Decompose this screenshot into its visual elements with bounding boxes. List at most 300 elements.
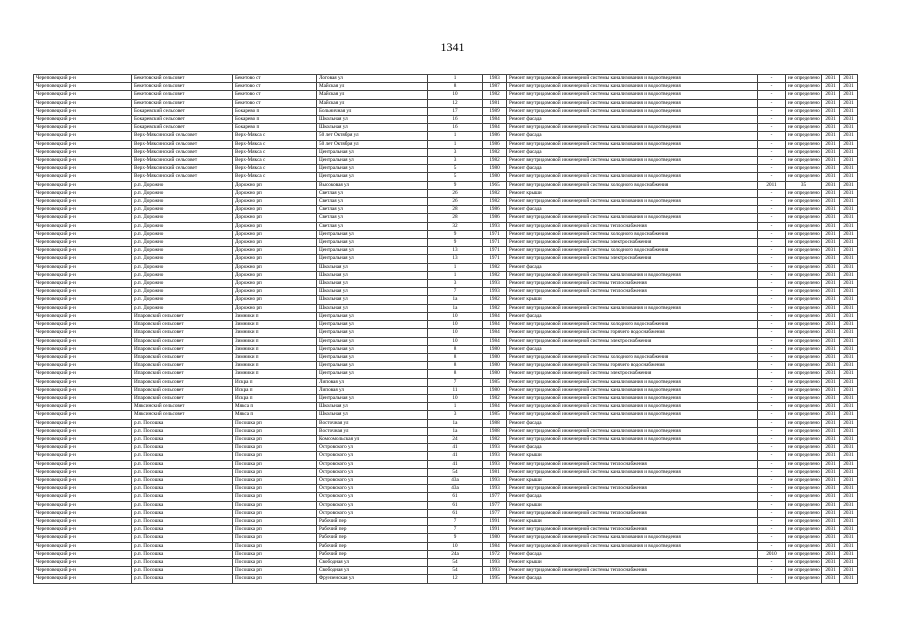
district-cell: Череповецкий р-н [34, 345, 132, 353]
last-repair-year-cell: - [758, 345, 786, 353]
street-cell: 50 лет Октября ул [317, 132, 428, 140]
street-cell: Центральная ул [317, 321, 428, 329]
start-year-cell: 2031 [822, 526, 840, 534]
wear-cell: не определено [786, 116, 822, 124]
table-row [34, 444, 858, 452]
last-repair-year-cell: - [758, 534, 786, 542]
district-cell: Череповецкий р-н [34, 296, 132, 304]
district-cell: Череповецкий р-н [34, 140, 132, 148]
street-cell: Школьная ул [317, 403, 428, 411]
street-cell: Рабочий пер [317, 526, 428, 534]
district-cell: Череповецкий р-н [34, 394, 132, 402]
settlement-cell: Бекетовский сельсовет [132, 75, 233, 83]
table-row [34, 353, 858, 361]
build-year-cell: 1984 [483, 124, 507, 132]
end-year-cell: 2031 [840, 370, 858, 378]
build-year-cell: 1986 [483, 214, 507, 222]
district-cell: Череповецкий р-н [34, 362, 132, 370]
street-cell: Майская ул [317, 99, 428, 107]
settlement-cell: р.п. Посошка [132, 435, 233, 443]
settlement-cell: р.п. Посошка [132, 485, 233, 493]
locality-cell: Посошка рп [233, 427, 317, 435]
start-year-cell: 2031 [822, 214, 840, 222]
end-year-cell: 2031 [840, 124, 858, 132]
locality-cell: Посошка рп [233, 501, 317, 509]
house-number-cell: 1 [428, 140, 483, 148]
end-year-cell: 2031 [840, 321, 858, 329]
table-row [34, 165, 858, 173]
table-row [34, 509, 858, 517]
settlement-cell: р.п. Посошка [132, 575, 233, 583]
locality-cell: Посошка рп [233, 460, 317, 468]
house-number-cell: 41 [428, 452, 483, 460]
wear-cell: не определено [786, 132, 822, 140]
settlement-cell: Ипаровский сельсовет [132, 321, 233, 329]
locality-cell: Дорожно рп [233, 206, 317, 214]
wear-cell: не определено [786, 517, 822, 525]
end-year-cell: 2031 [840, 189, 858, 197]
build-year-cell: 1993 [483, 222, 507, 230]
house-number-cell: 12 [428, 99, 483, 107]
wear-cell: не определено [786, 452, 822, 460]
table-row [34, 468, 858, 476]
street-cell: Центральная ул [317, 157, 428, 165]
locality-cell: Верх-Мякса с [233, 148, 317, 156]
street-cell: Рабочий пер [317, 534, 428, 542]
district-cell: Череповецкий р-н [34, 370, 132, 378]
wear-cell: не определено [786, 501, 822, 509]
work-type-cell: Ремонт фасада [507, 165, 758, 173]
locality-cell: Посошка рп [233, 517, 317, 525]
locality-cell: Посошка рп [233, 567, 317, 575]
locality-cell: Дорожно рп [233, 198, 317, 206]
work-type-cell: Ремонт внутридомовой инженерной системы холодного водоснабжения [507, 353, 758, 361]
start-year-cell: 2031 [822, 304, 840, 312]
end-year-cell: 2031 [840, 476, 858, 484]
locality-cell: Дорожно рп [233, 247, 317, 255]
table-row [34, 345, 858, 353]
work-type-cell: Ремонт внутридомовой инженерной системы канализования и водоотведения [507, 99, 758, 107]
district-cell: Череповецкий р-н [34, 288, 132, 296]
table-row [34, 312, 858, 320]
table-row [34, 501, 858, 509]
street-cell: Школьная ул [317, 280, 428, 288]
start-year-cell: 2031 [822, 107, 840, 115]
house-number-cell: 1а [428, 296, 483, 304]
work-type-cell: Ремонт внутридомовой инженерной системы теплоснабжения [507, 460, 758, 468]
start-year-cell: 2031 [822, 394, 840, 402]
wear-cell: не определено [786, 271, 822, 279]
start-year-cell: 2031 [822, 411, 840, 419]
house-number-cell: 12 [428, 575, 483, 583]
work-type-cell: Ремонт фасада [507, 444, 758, 452]
build-year-cell: 1991 [483, 517, 507, 525]
district-cell: Череповецкий р-н [34, 271, 132, 279]
build-year-cell: 1971 [483, 255, 507, 263]
start-year-cell: 2031 [822, 558, 840, 566]
house-number-cell: 54 [428, 558, 483, 566]
table-row [34, 280, 858, 288]
start-year-cell: 2031 [822, 517, 840, 525]
end-year-cell: 2031 [840, 386, 858, 394]
table-row [34, 550, 858, 558]
end-year-cell: 2031 [840, 214, 858, 222]
wear-cell: не определено [786, 485, 822, 493]
locality-cell: Дорожно рп [233, 280, 317, 288]
settlement-cell: р.п. Посошка [132, 501, 233, 509]
end-year-cell: 2031 [840, 345, 858, 353]
street-cell: Центральная ул [317, 370, 428, 378]
build-year-cell: 1982 [483, 157, 507, 165]
locality-cell: Зимники п [233, 312, 317, 320]
table-row [34, 567, 858, 575]
end-year-cell: 2031 [840, 427, 858, 435]
work-type-cell: Ремонт внутридомовой инженерной системы канализования и водоотведения [507, 140, 758, 148]
start-year-cell: 2031 [822, 75, 840, 83]
house-number-cell: 10 [428, 312, 483, 320]
district-cell: Череповецкий р-н [34, 181, 132, 189]
work-type-cell: Ремонт внутридомовой инженерной системы канализования и водоотведения [507, 542, 758, 550]
table-row [34, 75, 858, 83]
last-repair-year-cell: - [758, 157, 786, 165]
house-number-cell: 1 [428, 75, 483, 83]
street-cell: Центральная ул [317, 362, 428, 370]
wear-cell: не определено [786, 206, 822, 214]
wear-cell: не определено [786, 247, 822, 255]
last-repair-year-cell: 2010 [758, 550, 786, 558]
work-type-cell: Ремонт внутридомовой инженерной системы канализования и водоотведения [507, 378, 758, 386]
house-number-cell: 1 [428, 263, 483, 271]
table-row [34, 255, 858, 263]
wear-cell: не определено [786, 509, 822, 517]
end-year-cell: 2031 [840, 230, 858, 238]
street-cell: Липовая ул [317, 378, 428, 386]
district-cell: Череповецкий р-н [34, 427, 132, 435]
build-year-cell: 1993 [483, 567, 507, 575]
table-row [34, 288, 858, 296]
build-year-cell: 1986 [483, 140, 507, 148]
settlement-cell: Ипаровский сельсовет [132, 370, 233, 378]
work-type-cell: Ремонт крыши [507, 296, 758, 304]
district-cell: Череповецкий р-н [34, 247, 132, 255]
build-year-cell: 1980 [483, 370, 507, 378]
wear-cell: не определено [786, 460, 822, 468]
build-year-cell: 1988 [483, 427, 507, 435]
start-year-cell: 2031 [822, 148, 840, 156]
table-row [34, 403, 858, 411]
end-year-cell: 2031 [840, 222, 858, 230]
wear-cell: не определено [786, 280, 822, 288]
street-cell: Фрунзенская ул [317, 575, 428, 583]
street-cell: Островского ул [317, 485, 428, 493]
house-number-cell: 41 [428, 460, 483, 468]
settlement-cell: Ипаровский сельсовет [132, 329, 233, 337]
wear-cell: не определено [786, 378, 822, 386]
house-number-cell: 61 [428, 501, 483, 509]
settlement-cell: Ипаровский сельсовет [132, 386, 233, 394]
table-row [34, 460, 858, 468]
last-repair-year-cell: - [758, 198, 786, 206]
work-type-cell: Ремонт фасада [507, 345, 758, 353]
street-cell: Центральная ул [317, 353, 428, 361]
settlement-cell: Бокаревский сельсовет [132, 124, 233, 132]
start-year-cell: 2031 [822, 337, 840, 345]
wear-cell: не определено [786, 214, 822, 222]
start-year-cell: 2031 [822, 542, 840, 550]
build-year-cell: 1982 [483, 304, 507, 312]
end-year-cell: 2031 [840, 107, 858, 115]
last-repair-year-cell: - [758, 173, 786, 181]
locality-cell: Верх-Мякса с [233, 165, 317, 173]
house-number-cell: 1а [428, 427, 483, 435]
wear-cell: не определено [786, 304, 822, 312]
build-year-cell: 1982 [483, 189, 507, 197]
district-cell: Череповецкий р-н [34, 452, 132, 460]
settlement-cell: Ипаровский сельсовет [132, 312, 233, 320]
district-cell: Череповецкий р-н [34, 329, 132, 337]
start-year-cell: 2031 [822, 189, 840, 197]
work-type-cell: Ремонт фасада [507, 312, 758, 320]
house-number-cell: 54 [428, 468, 483, 476]
build-year-cell: 1984 [483, 321, 507, 329]
start-year-cell: 2031 [822, 378, 840, 386]
last-repair-year-cell: - [758, 370, 786, 378]
house-number-cell: 17 [428, 107, 483, 115]
wear-cell: не определено [786, 394, 822, 402]
start-year-cell: 2031 [822, 230, 840, 238]
locality-cell: Дорожно рп [233, 222, 317, 230]
settlement-cell: р.п. Посошка [132, 452, 233, 460]
table-row [34, 534, 858, 542]
street-cell: Центральная ул [317, 255, 428, 263]
work-type-cell: Ремонт внутридомовой инженерной системы канализования и водоотведения [507, 386, 758, 394]
capital-repair-register-table [33, 74, 858, 584]
street-cell: Восточная ул [317, 419, 428, 427]
build-year-cell: 1993 [483, 452, 507, 460]
work-type-cell: Ремонт внутридомовой инженерной системы канализования и водоотведения [507, 403, 758, 411]
district-cell: Череповецкий р-н [34, 575, 132, 583]
district-cell: Череповецкий р-н [34, 148, 132, 156]
district-cell: Череповецкий р-н [34, 542, 132, 550]
start-year-cell: 2031 [822, 427, 840, 435]
wear-cell: не определено [786, 329, 822, 337]
end-year-cell: 2031 [840, 567, 858, 575]
settlement-cell: р.п. Дорожно [132, 255, 233, 263]
last-repair-year-cell: - [758, 222, 786, 230]
table-row [34, 124, 858, 132]
house-number-cell: 5 [428, 173, 483, 181]
last-repair-year-cell: - [758, 558, 786, 566]
street-cell: Центральная ул [317, 148, 428, 156]
start-year-cell: 2031 [822, 509, 840, 517]
locality-cell: Посошка рп [233, 509, 317, 517]
wear-cell: не определено [786, 526, 822, 534]
settlement-cell: Верх-Мяксинский сельсовет [132, 157, 233, 165]
settlement-cell: Верх-Мяксинский сельсовет [132, 140, 233, 148]
locality-cell: Дорожно рп [233, 189, 317, 197]
street-cell: Центральная ул [317, 173, 428, 181]
start-year-cell: 2031 [822, 419, 840, 427]
district-cell: Череповецкий р-н [34, 304, 132, 312]
start-year-cell: 2031 [822, 329, 840, 337]
settlement-cell: р.п. Посошка [132, 550, 233, 558]
start-year-cell: 2031 [822, 567, 840, 575]
end-year-cell: 2031 [840, 181, 858, 189]
house-number-cell: 16 [428, 124, 483, 132]
start-year-cell: 2031 [822, 370, 840, 378]
wear-cell: не определено [786, 91, 822, 99]
start-year-cell: 2031 [822, 206, 840, 214]
table-row [34, 189, 858, 197]
wear-cell: не определено [786, 337, 822, 345]
locality-cell: Искра п [233, 394, 317, 402]
end-year-cell: 2031 [840, 575, 858, 583]
locality-cell: Верх-Мякса с [233, 132, 317, 140]
build-year-cell: 1984 [483, 116, 507, 124]
end-year-cell: 2031 [840, 312, 858, 320]
house-number-cell: 1 [428, 271, 483, 279]
wear-cell: не определено [786, 476, 822, 484]
street-cell: Светлая ул [317, 222, 428, 230]
district-cell: Череповецкий р-н [34, 485, 132, 493]
street-cell: Светлая ул [317, 206, 428, 214]
settlement-cell: р.п. Посошка [132, 493, 233, 501]
last-repair-year-cell: - [758, 411, 786, 419]
house-number-cell: 32 [428, 222, 483, 230]
house-number-cell: 1а [428, 419, 483, 427]
wear-cell: не определено [786, 157, 822, 165]
locality-cell: Посошка рп [233, 435, 317, 443]
table-row [34, 230, 858, 238]
locality-cell: Мякса п [233, 403, 317, 411]
end-year-cell: 2031 [840, 419, 858, 427]
house-number-cell: 3 [428, 280, 483, 288]
start-year-cell: 2031 [822, 140, 840, 148]
work-type-cell: Ремонт фасада [507, 575, 758, 583]
table-row [34, 386, 858, 394]
locality-cell: Посошка рп [233, 493, 317, 501]
start-year-cell: 2031 [822, 550, 840, 558]
locality-cell: Дорожно рп [233, 239, 317, 247]
work-type-cell: Ремонт фасада [507, 206, 758, 214]
settlement-cell: р.п. Дорожно [132, 214, 233, 222]
settlement-cell: р.п. Дорожно [132, 189, 233, 197]
house-number-cell: 3 [428, 157, 483, 165]
house-number-cell: 9 [428, 239, 483, 247]
start-year-cell: 2031 [822, 255, 840, 263]
build-year-cell: 1971 [483, 247, 507, 255]
settlement-cell: р.п. Посошка [132, 567, 233, 575]
street-cell: Больничная ул [317, 107, 428, 115]
last-repair-year-cell: - [758, 542, 786, 550]
wear-cell: не определено [786, 411, 822, 419]
build-year-cell: 1980 [483, 345, 507, 353]
end-year-cell: 2031 [840, 517, 858, 525]
house-number-cell: 54 [428, 567, 483, 575]
locality-cell: Бекетово ст [233, 99, 317, 107]
last-repair-year-cell: - [758, 132, 786, 140]
start-year-cell: 2031 [822, 116, 840, 124]
start-year-cell: 2031 [822, 321, 840, 329]
district-cell: Череповецкий р-н [34, 378, 132, 386]
last-repair-year-cell: - [758, 271, 786, 279]
work-type-cell: Ремонт фасада [507, 493, 758, 501]
work-type-cell: Ремонт фасада [507, 116, 758, 124]
end-year-cell: 2031 [840, 165, 858, 173]
end-year-cell: 2031 [840, 378, 858, 386]
work-type-cell: Ремонт внутридомовой инженерной системы канализования и водоотведения [507, 91, 758, 99]
house-number-cell: 9 [428, 181, 483, 189]
settlement-cell: р.п. Дорожно [132, 288, 233, 296]
work-type-cell: Ремонт фасада [507, 419, 758, 427]
end-year-cell: 2031 [840, 296, 858, 304]
wear-cell: не определено [786, 575, 822, 583]
locality-cell: Бекетово ст [233, 83, 317, 91]
house-number-cell: 43а [428, 485, 483, 493]
table-row [34, 206, 858, 214]
wear-cell: не определено [786, 288, 822, 296]
district-cell: Череповецкий р-н [34, 419, 132, 427]
last-repair-year-cell: - [758, 386, 786, 394]
district-cell: Череповецкий р-н [34, 353, 132, 361]
start-year-cell: 2031 [822, 386, 840, 394]
last-repair-year-cell: - [758, 419, 786, 427]
district-cell: Череповецкий р-н [34, 321, 132, 329]
wear-cell: не определено [786, 263, 822, 271]
settlement-cell: р.п. Посошка [132, 444, 233, 452]
end-year-cell: 2031 [840, 255, 858, 263]
locality-cell: Бекетово ст [233, 75, 317, 83]
wear-cell: не определено [786, 353, 822, 361]
last-repair-year-cell: - [758, 288, 786, 296]
work-type-cell: Ремонт внутридомовой инженерной системы холодного водоснабжения [507, 321, 758, 329]
table-row [34, 435, 858, 443]
house-number-cell: 61 [428, 509, 483, 517]
locality-cell: Посошка рп [233, 485, 317, 493]
locality-cell: Дорожно рп [233, 263, 317, 271]
last-repair-year-cell: 2011 [758, 181, 786, 189]
street-cell: Центральная ул [317, 230, 428, 238]
end-year-cell: 2031 [840, 460, 858, 468]
street-cell: Рабочий пер [317, 542, 428, 550]
settlement-cell: Ипаровский сельсовет [132, 362, 233, 370]
last-repair-year-cell: - [758, 255, 786, 263]
work-type-cell: Ремонт крыши [507, 558, 758, 566]
settlement-cell: р.п. Посошка [132, 517, 233, 525]
wear-cell: не определено [786, 345, 822, 353]
district-cell: Череповецкий р-н [34, 312, 132, 320]
last-repair-year-cell: - [758, 116, 786, 124]
end-year-cell: 2031 [840, 132, 858, 140]
table-row [34, 362, 858, 370]
last-repair-year-cell: - [758, 304, 786, 312]
locality-cell: Бокарево п [233, 107, 317, 115]
start-year-cell: 2031 [822, 165, 840, 173]
work-type-cell: Ремонт внутридомовой инженерной системы холодного водоснабжения [507, 181, 758, 189]
work-type-cell: Ремонт внутридомовой инженерной системы канализования и водоотведения [507, 157, 758, 165]
house-number-cell: 10 [428, 542, 483, 550]
start-year-cell: 2031 [822, 362, 840, 370]
wear-cell: не определено [786, 124, 822, 132]
start-year-cell: 2031 [822, 493, 840, 501]
table-row [34, 181, 858, 189]
last-repair-year-cell: - [758, 296, 786, 304]
build-year-cell: 1965 [483, 181, 507, 189]
table-row [34, 427, 858, 435]
start-year-cell: 2031 [822, 452, 840, 460]
work-type-cell: Ремонт внутридомовой инженерной системы канализования и водоотведения [507, 435, 758, 443]
locality-cell: Посошка рп [233, 476, 317, 484]
